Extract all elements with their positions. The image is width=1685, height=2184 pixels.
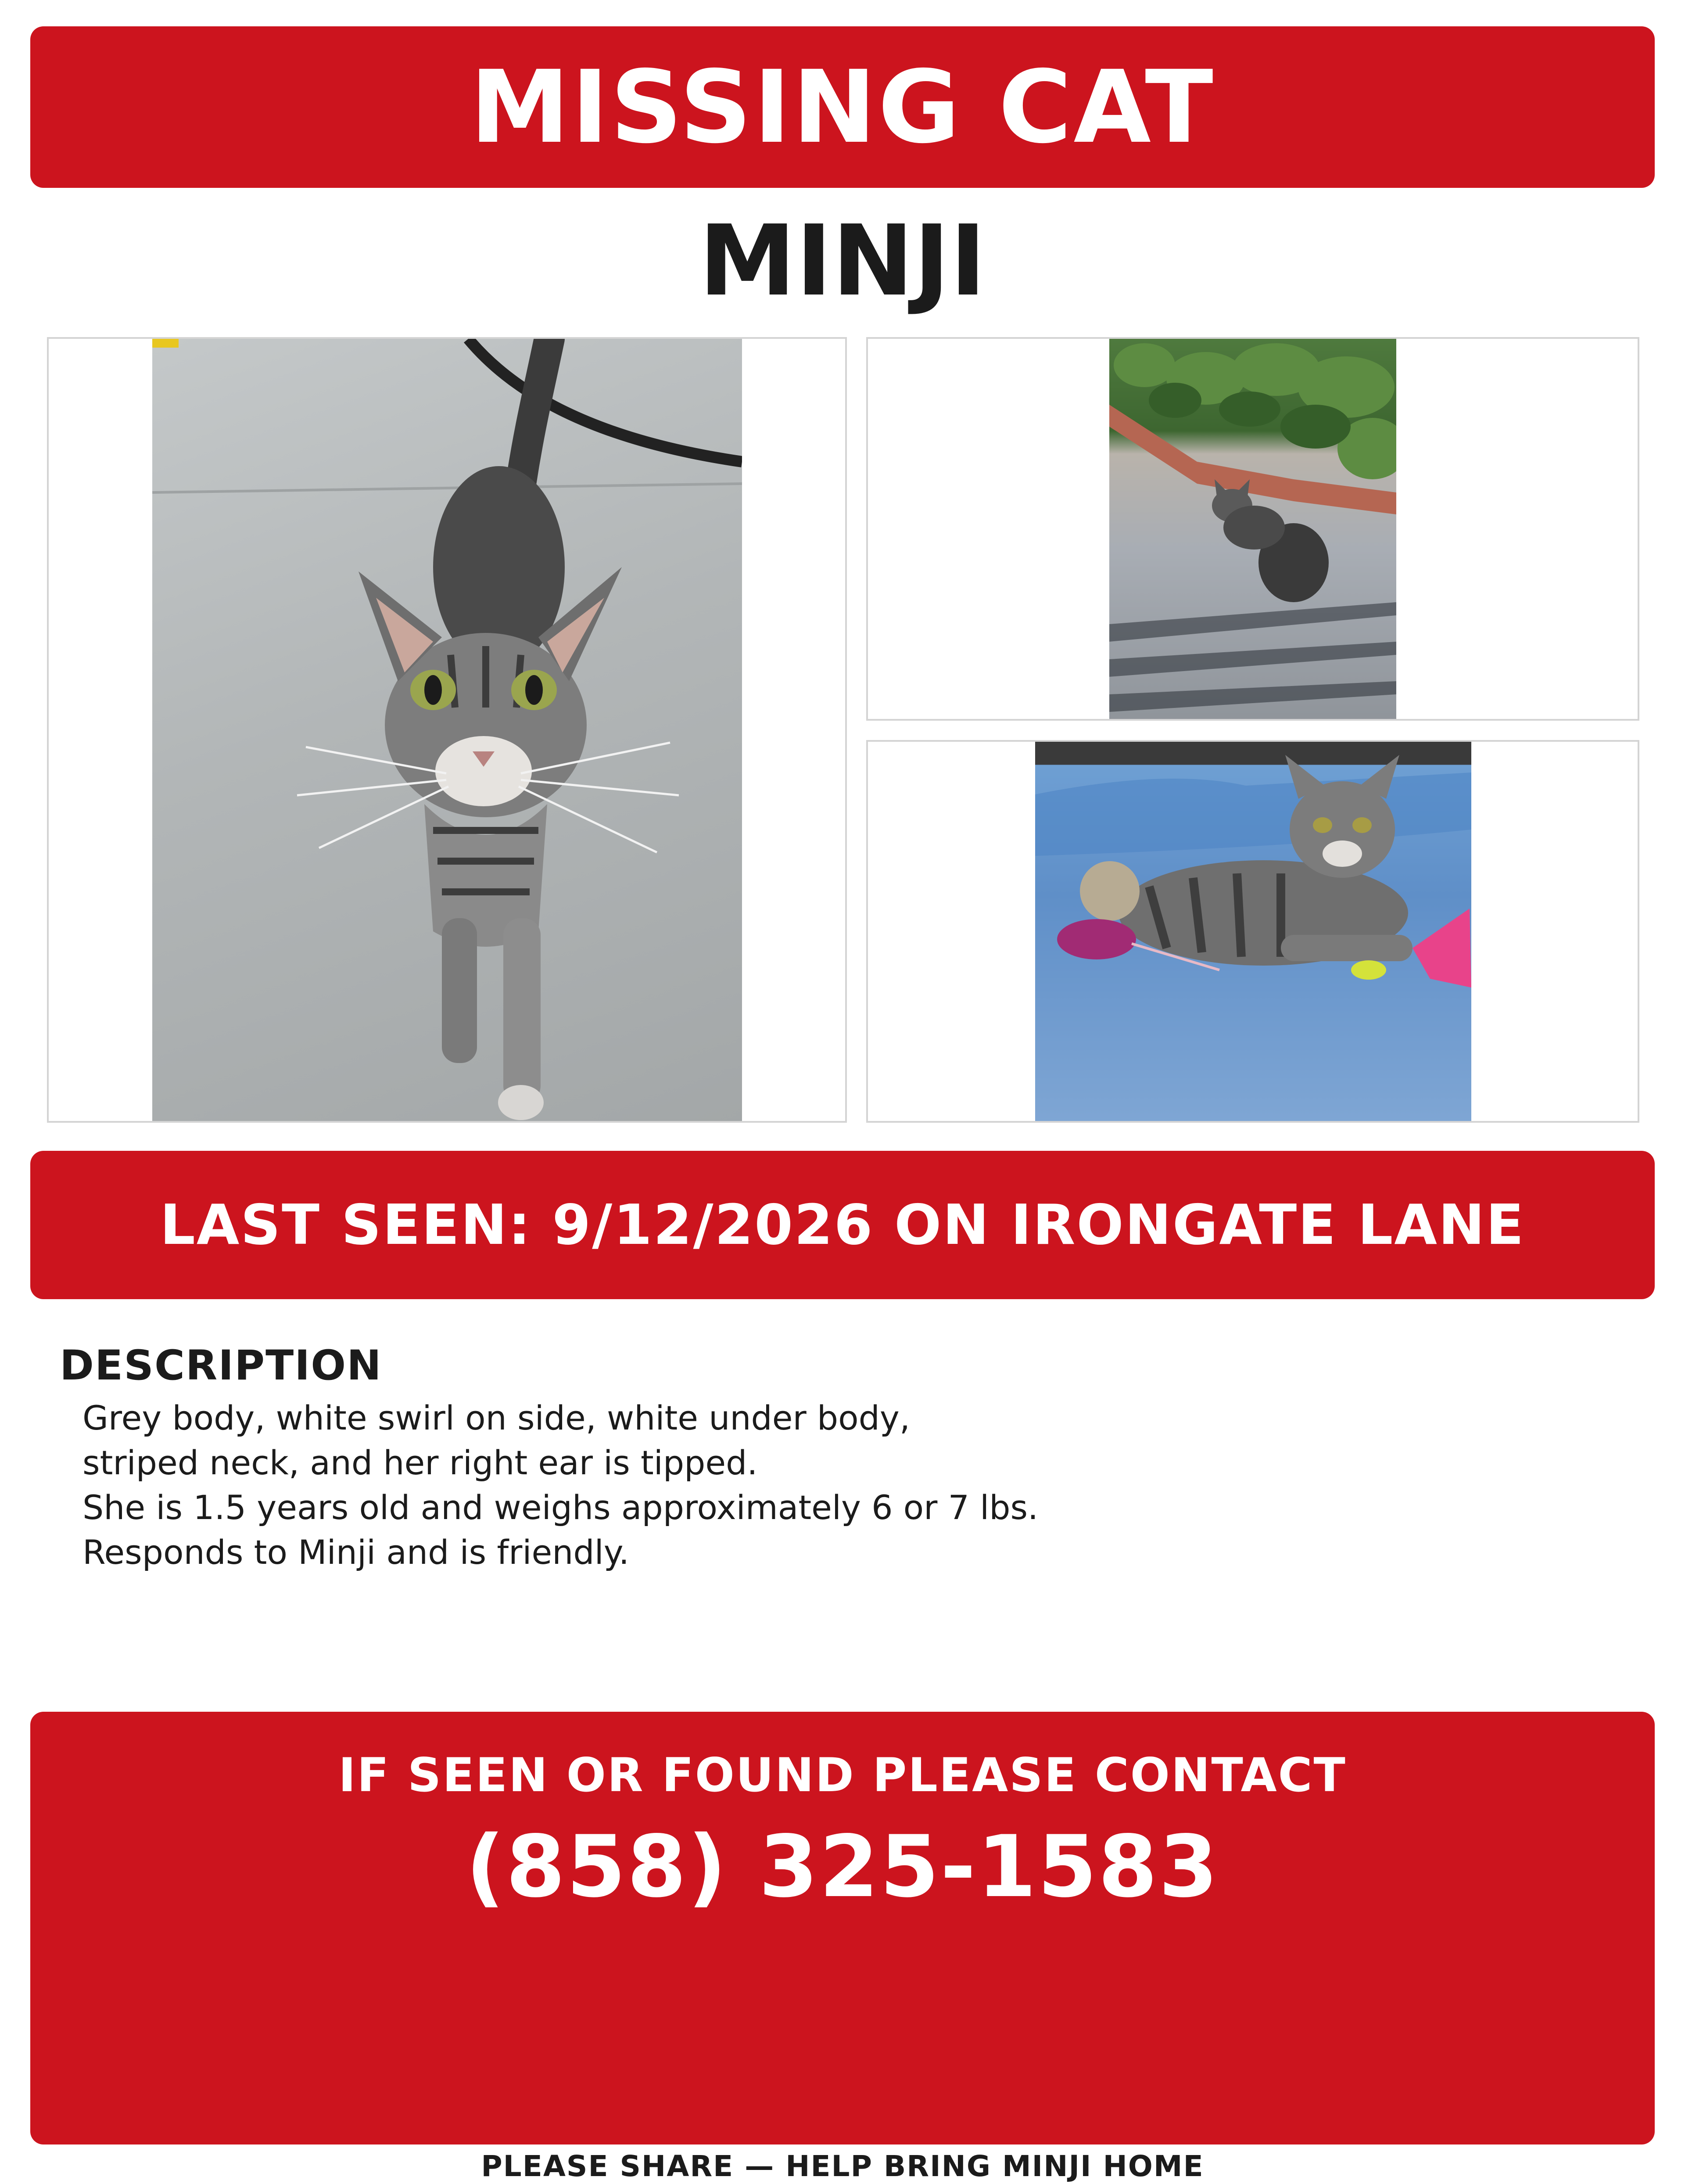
description-line: Responds to Minji and is friendly. — [82, 1533, 630, 1572]
cat-blanket-illustration — [1035, 742, 1471, 1123]
description-line: Grey body, white swirl on side, white under body, — [82, 1398, 911, 1437]
photo-frame-main — [47, 337, 847, 1123]
contact-banner — [30, 1712, 1655, 2144]
photo-frame-top-right — [866, 337, 1639, 721]
description-heading: DESCRIPTION — [60, 1342, 382, 1390]
cat-walking-illustration — [152, 339, 742, 1123]
last-seen-text: LAST SEEN: 9/12/2026 ON IRONGATE LANE — [160, 1193, 1525, 1257]
description-body — [82, 1396, 1038, 1575]
share-footer: PLEASE SHARE — HELP BRING MINJI HOME — [481, 2149, 1204, 2183]
cat-photo-hedge — [1109, 339, 1396, 721]
description-line: striped neck, and her right ear is tipped. — [82, 1443, 758, 1482]
last-seen-banner — [30, 1151, 1655, 1299]
contact-phone-number[interactable]: (858) 325-1583 — [466, 1817, 1219, 1916]
photo-frame-bottom-right — [866, 740, 1639, 1123]
missing-cat-banner — [30, 26, 1655, 188]
poster-title: MISSING CAT — [470, 49, 1215, 165]
cat-photo-walking — [152, 339, 742, 1123]
description-line: She is 1.5 years old and weighs approximately 6 or 7 lbs. — [82, 1488, 1039, 1527]
cat-name: MINJI — [699, 205, 986, 318]
contact-prompt: IF SEEN OR FOUND PLEASE CONTACT — [338, 1748, 1347, 1802]
cat-photo-blanket — [1035, 742, 1471, 1123]
cat-hedge-illustration — [1109, 339, 1396, 721]
